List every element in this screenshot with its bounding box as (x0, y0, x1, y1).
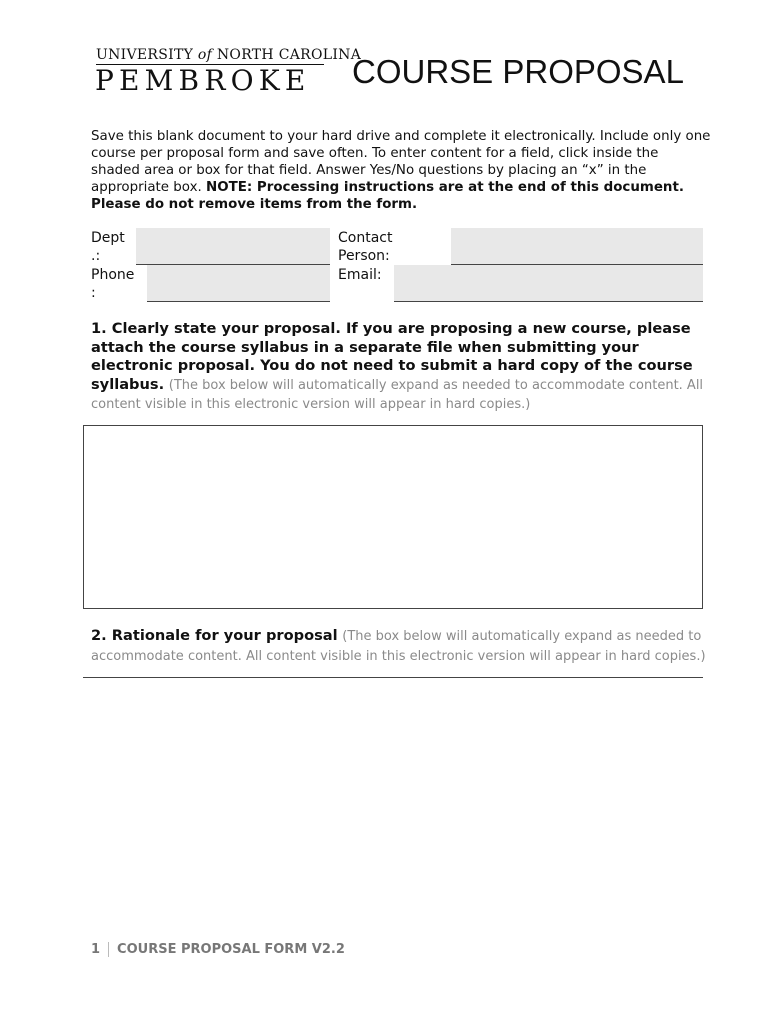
phone-label-line1: Phone (91, 267, 135, 283)
university-logo-top (96, 47, 361, 63)
dept-field[interactable] (136, 228, 330, 265)
question-1-text: 1. Clearly state your proposal. If you are proposing a new course, please attach the course syllabus in a separate file when submitting your electronic proposal. You do not need to submit a hard copy of the course syllabus. (91, 320, 693, 393)
dept-label-line2: .: (91, 248, 101, 264)
logo-university-text: UNIVERSITY (96, 47, 198, 63)
email-label: Email: (338, 267, 382, 283)
question-2 (91, 627, 711, 666)
intro-paragraph (91, 128, 711, 213)
intro-note: NOTE: Processing instructions are at the end of this document. Please do not remove items from the form. (91, 180, 684, 212)
page-footer (91, 942, 345, 957)
logo-north-carolina-text: NORTH CAROLINA (212, 47, 362, 63)
dept-label-line1: Dept (91, 230, 125, 246)
question-1 (91, 320, 711, 415)
question-2-text: 2. Rationale for your proposal (91, 627, 338, 644)
footer-label: COURSE PROPOSAL FORM V2.2 (117, 942, 345, 957)
phone-field[interactable] (147, 265, 330, 302)
email-field[interactable] (394, 265, 703, 302)
contact-label-line2: Person: (338, 248, 390, 264)
question-2-answer-box[interactable] (83, 680, 703, 720)
logo-pembroke-text: PEMBROKE (95, 64, 311, 97)
logo-of-text: of (197, 47, 213, 63)
page-number: 1 (91, 942, 101, 957)
question-1-hint: (The box below will automatically expand as needed to accommodate content. All content visible in this electronic version will appear in hard copies.) (91, 377, 704, 412)
question-1-answer-box[interactable] (83, 425, 703, 609)
phone-label-line2: : (91, 285, 96, 301)
contact-person-field[interactable] (451, 228, 703, 265)
contact-label-line1: Contact (338, 230, 393, 246)
intro-text: Save this blank document to your hard drive and complete it electronically. Include only one course per proposal form and save often. To enter content for a field, click inside the shaded area or box for that field. Answer Yes/No questions by placing an “x” in the appropriate box. (91, 129, 711, 195)
contact-person-label (338, 229, 392, 265)
dept-label (91, 229, 125, 265)
question-2-hint: (The box below will automatically expand as needed to accommodate content. All content visible in this electronic version will appear in hard copies.) (91, 629, 706, 664)
phone-label (91, 266, 134, 302)
footer-separator (108, 942, 109, 957)
document-title: COURSE PROPOSAL (352, 53, 684, 90)
question-2-divider (83, 677, 703, 678)
